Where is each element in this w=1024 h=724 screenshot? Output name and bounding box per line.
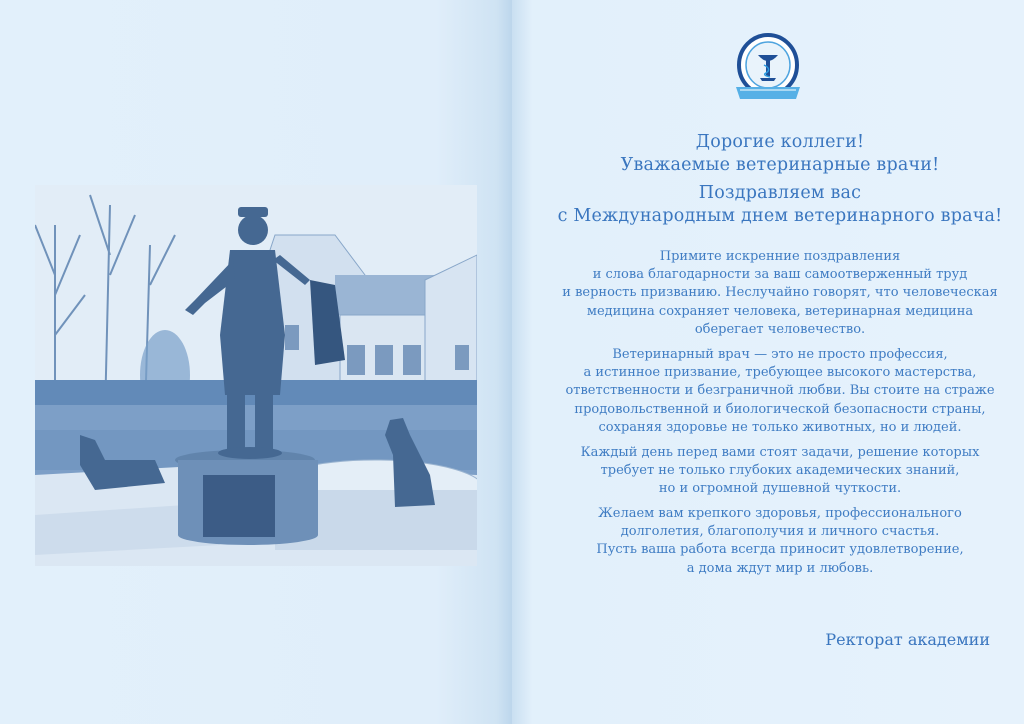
paragraph-4: [540, 505, 1020, 578]
congrats-line-1: Поздравляем вас: [698, 183, 862, 203]
text-line: Пусть ваша работа всегда приносит удовлетворение,: [596, 542, 964, 558]
text-line: а дома ждут мир и любовь.: [686, 560, 874, 576]
text-line: но и огромной душевной чуткости.: [658, 481, 902, 497]
text-line: и верность призванию. Неслучайно говорят, что человеческая: [562, 285, 998, 301]
congrats-line-2: с Международным днем ветеринарного врача!: [557, 206, 1003, 226]
text-line: продовольственной и биологической безопасности страны,: [574, 401, 986, 417]
paragraph-3: [540, 444, 1020, 499]
text-line: сохраняя здоровье не только животных, но и людей.: [598, 419, 962, 435]
text-line: Желаем вам крепкого здоровья, профессионального: [598, 506, 962, 521]
veterinarian-statue-photo: [35, 185, 477, 566]
text-line: а истинное призвание, требующее высокого мастерства,: [583, 365, 977, 381]
text-line: медицина сохраняет человека, ветеринарная медицина: [586, 303, 974, 319]
text-line: долголетия, благополучия и личного счастья.: [620, 524, 940, 540]
text-line: Каждый день перед вами стоят задачи, решение которых: [580, 445, 980, 460]
text-line: оберегает человечество.: [694, 321, 866, 337]
greeting-line-1: Дорогие коллеги!: [695, 132, 865, 152]
text-line: требует не только глубоких академических знаний,: [600, 463, 960, 479]
text-line: Примите искренние поздравления: [659, 249, 901, 264]
text-line: и слова благодарности за ваш самоотверженный труд: [592, 267, 968, 283]
academy-logo: [734, 33, 802, 105]
greeting-line-2: Уважаемые ветеринарные врачи!: [620, 155, 940, 175]
signature: Ректорат академии: [825, 630, 990, 649]
greeting-block: [540, 131, 1020, 177]
paragraph-2: [540, 346, 1020, 437]
text-line: Ветеринарный врач — это не просто профессия,: [612, 347, 948, 362]
paragraph-1: [540, 248, 1020, 339]
congratulation-block: [540, 182, 1020, 228]
text-line: ответственности и безграничной любви. Вы стоите на страже: [565, 383, 995, 399]
